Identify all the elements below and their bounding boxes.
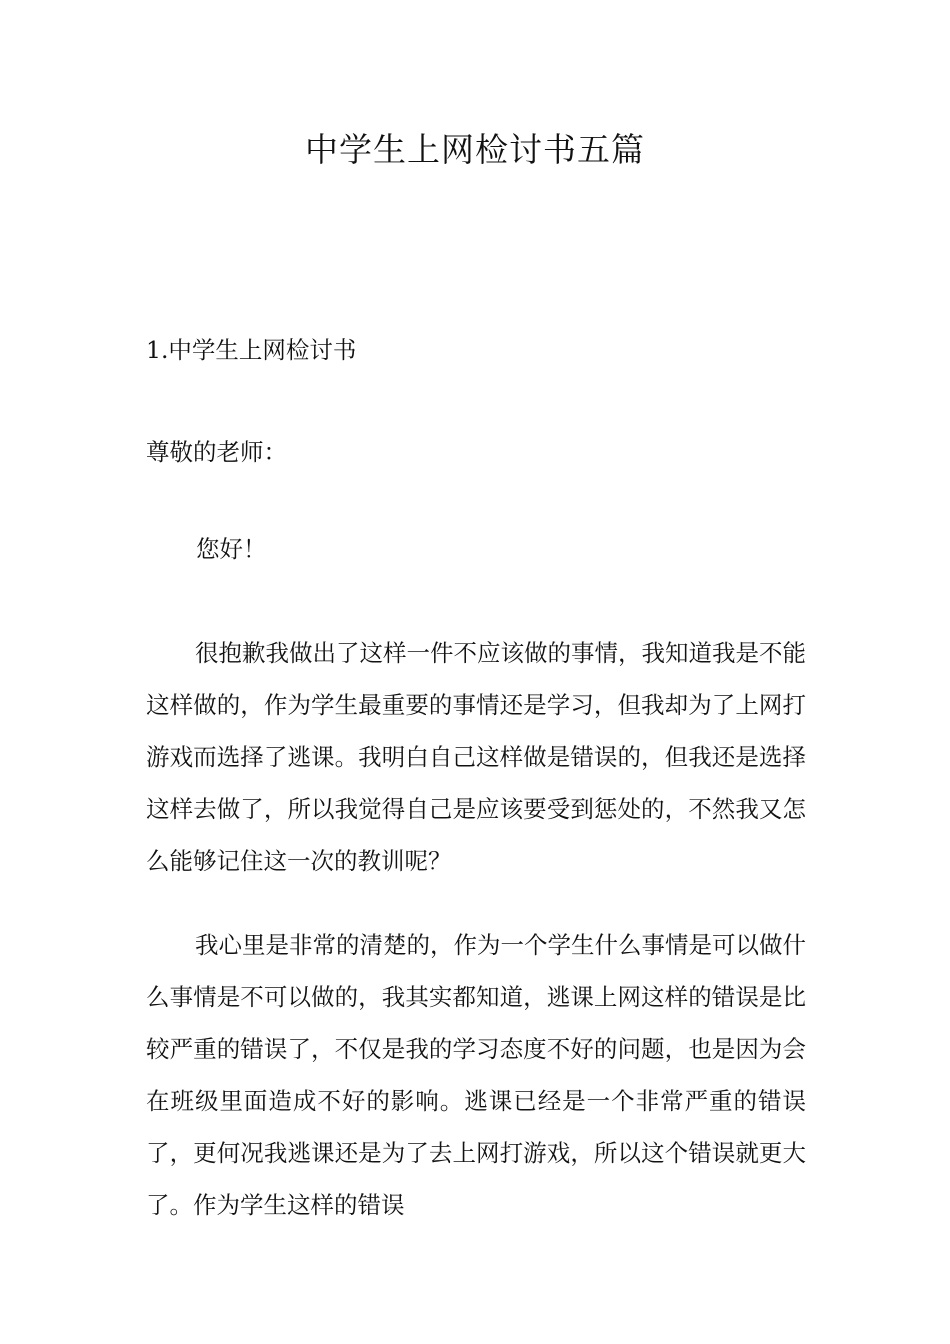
greeting: 您好！: [196, 535, 267, 563]
section-heading: 1.中学生上网检讨书: [146, 336, 357, 364]
body-paragraph: 我心里是非常的清楚的，作为一个学生什么事情是可以做什么事情是不可以做的，我其实都知道，逃课上网这样的错误是比较严重的错误了，不仅是我的学习态度不好的问题，也是因为会在班级里面造成不好的影响。逃课已经是一个非常严重的错误了，更何况我逃课还是为了去上网打游戏，所以这个错误就更大了。作为学生这样的错误: [146, 931, 806, 1219]
salutation: 尊敬的老师：: [146, 438, 287, 466]
body-paragraph: 很抱歉我做出了这样一件不应该做的事情，我知道我是不能这样做的，作为学生最重要的事情还是学习，但我却为了上网打游戏而选择了逃课。我明白自己这样做是错误的，但我还是选择这样去做了，所以我觉得自己是应该要受到惩处的，不然我又怎么能够记住这一次的教训呢？: [146, 639, 806, 875]
document-title: 中学生上网检讨书五篇: [305, 130, 645, 169]
